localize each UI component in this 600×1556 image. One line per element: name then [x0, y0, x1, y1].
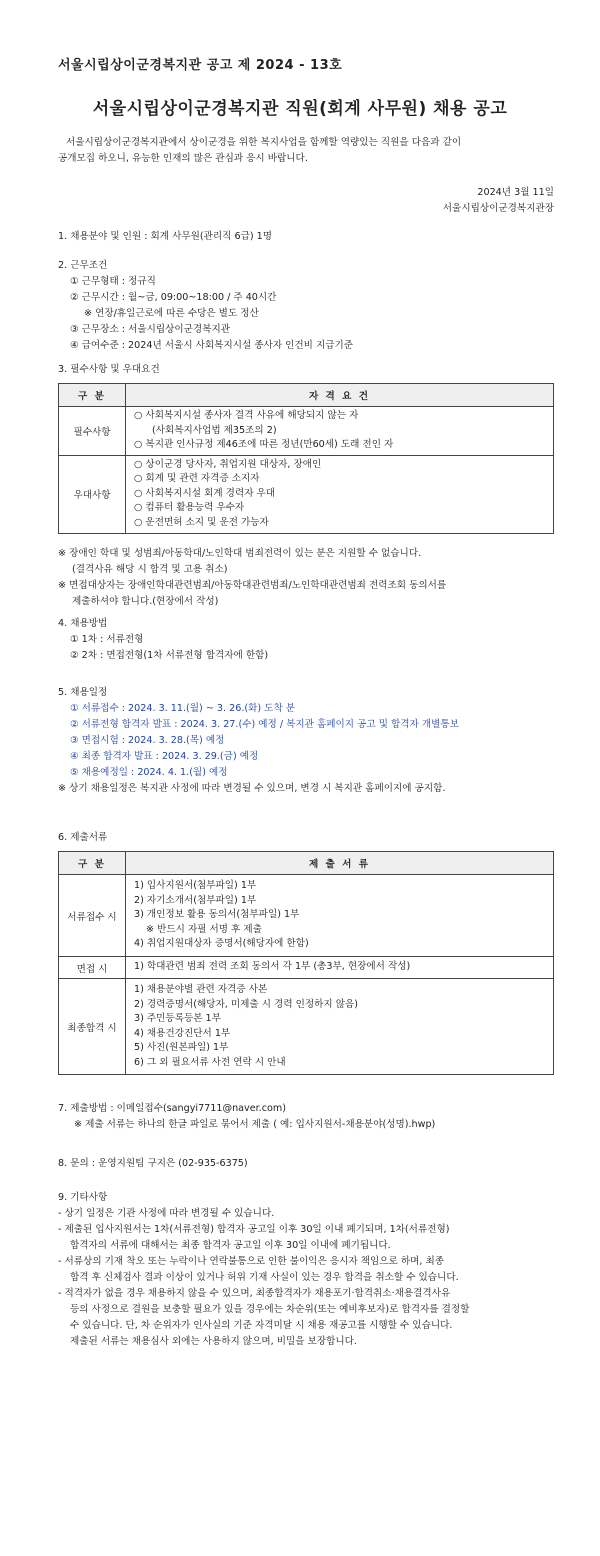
- section-1: 1. 채용분야 및 인원 : 회계 사무원(관리직 6급) 1명: [58, 231, 273, 242]
- row-item: 2) 자기소개서(첨부파일) 1부: [134, 894, 257, 906]
- submission-note: ※ 제출 서류는 하나의 한글 파일로 묶어서 제출 ( 예: 입사지원서-채용분야(성명).hwp): [74, 1119, 436, 1130]
- row-item: ○ 회계 및 관련 자격증 소지자: [134, 473, 260, 485]
- table-row: [59, 979, 554, 1075]
- row-item: ○ 운전면허 소지 및 운전 가능자: [134, 516, 269, 528]
- s9-line: 수 있습니다. 단, 차 순위자가 인사실의 기준 자격미달 시 채용 재공고를 시행할 수 있습니다.: [70, 1320, 453, 1331]
- notice-date: 2024년 3월 11일: [477, 187, 554, 198]
- s2-line: ③ 근무장소 : 서울시립상이군경복지관: [70, 324, 230, 335]
- section-9: [58, 1190, 469, 1350]
- notice-number: 서울시립상이군경복지관 공고 제 2024 - 13호: [58, 58, 343, 73]
- row-item: 5) 사진(원본파일) 1부: [134, 1042, 229, 1053]
- row-category: 면접 시: [59, 957, 126, 979]
- row-item: 6) 그 외 필요서류 사전 연락 시 안내: [134, 1056, 286, 1068]
- row-item: ○ 복지관 인사규정 제46조에 따른 정년(만60세) 도래 전인 자: [134, 439, 394, 450]
- schedule-item: ② 서류전형 합격자 발표 : 2024. 3. 27.(수) 예정 / 복지관 홈페이지 공고 및 합격자 개별통보: [70, 719, 459, 730]
- row-content: [126, 875, 554, 957]
- row-category: 서류접수 시: [59, 875, 126, 957]
- s9-line: - 상기 일정은 기관 사정에 따라 변경될 수 있습니다.: [58, 1208, 275, 1219]
- row-category: 우대사항: [59, 455, 126, 533]
- row-item: 1) 입사지원서(첨부파일) 1부: [134, 880, 257, 892]
- section-2: [58, 258, 353, 354]
- row-category: 최종합격 시: [59, 979, 126, 1075]
- schedule-item: ③ 면접시험 : 2024. 3. 28.(목) 예정: [70, 735, 225, 746]
- schedule-item: ① 서류접수 : 2024. 3. 11.(월) ~ 3. 26.(화) 도착 분: [70, 703, 296, 714]
- s9-line: 제출된 서류는 채용심사 외에는 사용하지 않으며, 비밀을 보장합니다.: [70, 1336, 357, 1347]
- schedule-item: ④ 최종 합격자 발표 : 2024. 3. 29.(금) 예정: [70, 751, 259, 762]
- s3-note: 제출하셔야 합니다.(현장에서 작성): [72, 596, 219, 607]
- section-6-heading: 6. 제출서류: [58, 832, 108, 843]
- qualification-table: [58, 383, 554, 534]
- row-item: (사회복지사업법 제35조의 2): [152, 424, 277, 436]
- section-2-heading: 2. 근무조건: [58, 260, 108, 271]
- intro-paragraph: [58, 135, 558, 167]
- schedule-note: ※ 상기 채용일정은 복지관 사정에 따라 변경될 수 있으며, 변경 시 복지관 홈페이지에 공지함.: [58, 783, 446, 794]
- s3-note: (결격사유 해당 시 합격 및 고용 취소): [72, 564, 228, 575]
- row-content: [126, 407, 554, 456]
- table-header-category: 구 분: [59, 384, 126, 407]
- s2-line: ① 근무형태 : 정규직: [70, 276, 156, 287]
- section-7: [58, 1101, 435, 1133]
- row-item: 4) 채용건강진단서 1부: [134, 1027, 231, 1039]
- s2-line: ② 근무시간 : 월~금, 09:00~18:00 / 주 40시간: [70, 292, 277, 303]
- s2-note: ※ 연장/휴일근로에 따른 수당은 별도 정산: [84, 308, 259, 319]
- intro-line-2: 공개모집 하오니, 유능한 인재의 많은 관심과 응시 바랍니다.: [58, 153, 308, 164]
- s9-line: - 제출된 입사지원서는 1차(서류전형) 합격자 공고일 이후 30일 이내 폐기되며, 1차(서류전형): [58, 1224, 450, 1235]
- table-header-documents: 제 출 서 류: [126, 852, 554, 875]
- row-content: [126, 979, 554, 1075]
- row-item: ○ 컴퓨터 활용능력 우수자: [134, 502, 245, 514]
- s9-line: 등의 사정으로 결원을 보충할 필요가 있을 경우에는 차순위(또는 예비후보자)로 합격자를 결정할: [70, 1304, 470, 1315]
- date-block: [443, 185, 554, 217]
- section-4: [58, 616, 268, 664]
- section-3-heading: 3. 필수사항 및 우대요건: [58, 364, 160, 375]
- s4-line: ① 1차 : 서류전형: [70, 634, 144, 645]
- row-content: [126, 455, 554, 533]
- section-9-heading: 9. 기타사항: [58, 1192, 108, 1203]
- page-title: 서울시립상이군경복지관 직원(회계 사무원) 채용 공고: [92, 99, 508, 119]
- row-item: 1) 학대관련 범죄 전력 조회 동의서 각 1부 (총3부, 현장에서 작성): [134, 961, 411, 973]
- row-item: ○ 사회복지시설 종사자 결격 사유에 해당되지 않는 자: [134, 410, 359, 421]
- row-item: ○ 사회복지시설 회계 경력자 우대: [134, 487, 276, 499]
- row-item: ※ 반드시 자필 서명 후 제출: [146, 923, 262, 935]
- s3-note: ※ 면접대상자는 장애인학대관련범죄/아동학대관련범죄/노인학대관련범죄 전력조회 동의서를: [58, 580, 447, 591]
- row-item: 1) 채용분야별 관련 자격증 사본: [134, 984, 268, 995]
- s9-line: - 서류상의 기재 착오 또는 누락이나 연락불통으로 인한 불이익은 응시자 책임으로 하며, 최종: [58, 1256, 445, 1267]
- s2-line: ④ 급여수준 : 2024년 서울시 사회복지시설 종사자 인건비 지급기준: [70, 340, 354, 351]
- s9-line: 합격자의 서류에 대해서는 최종 합격자 공고일 이후 30일 이내에 폐기됩니다.: [70, 1240, 391, 1251]
- table-row: [59, 875, 554, 957]
- issuer: 서울시립상이군경복지관장: [442, 203, 554, 214]
- section-8-contact: 8. 문의 : 운영지원팀 구지은 (02-935-6375): [58, 1158, 248, 1169]
- row-item: 3) 주민등록등본 1부: [134, 1013, 221, 1024]
- table-row: [59, 957, 554, 979]
- submission-method: 7. 제출방법 : 이메일접수(sangyi7711@naver.com): [58, 1103, 286, 1114]
- section-5: [58, 685, 459, 797]
- row-item: 3) 개인정보 활용 동의서(첨부파일) 1부: [134, 909, 300, 921]
- row-category: 필수사항: [59, 407, 126, 456]
- s9-line: - 적격자가 없을 경우 채용하지 않을 수 있으며, 최종합격자가 채용포기·합격취소·채용결격사유: [58, 1288, 451, 1299]
- section-3-notes: [58, 546, 446, 610]
- table-header-requirements: 자 격 요 건: [126, 384, 554, 407]
- row-content: [126, 957, 554, 979]
- section-5-heading: 5. 채용일정: [58, 687, 108, 698]
- row-item: 4) 취업지원대상자 증명서(해당자에 한함): [134, 938, 309, 950]
- row-item: ○ 상이군경 당사자, 취업지원 대상자, 장애인: [134, 458, 322, 470]
- row-item: 2) 경력증명서(해당자, 미제출 시 경력 인정하지 않음): [134, 998, 359, 1010]
- section-4-heading: 4. 채용방법: [58, 618, 108, 629]
- intro-line-1: 서울시립상이군경복지관에서 상이군경을 위한 복지사업을 함께할 역량있는 직원을 다음과 같이: [66, 137, 462, 148]
- table-row: [59, 455, 554, 533]
- s9-line: 합격 후 신체검사 결과 이상이 있거나 허위 기재 사실이 있는 경우 합격을 취소할 수 있습니다.: [70, 1272, 459, 1283]
- table-row: [59, 407, 554, 456]
- schedule-item: ⑤ 채용예정일 : 2024. 4. 1.(월) 예정: [70, 767, 228, 778]
- documents-table: [58, 851, 554, 1075]
- table-header-category: 구 분: [59, 852, 126, 875]
- s3-note: ※ 장애인 학대 및 성범죄/아동학대/노인학대 범죄전력이 있는 분은 지원할 수 없습니다.: [58, 548, 422, 559]
- s4-line: ② 2차 : 면접전형(1차 서류전형 합격자에 한함): [70, 650, 269, 661]
